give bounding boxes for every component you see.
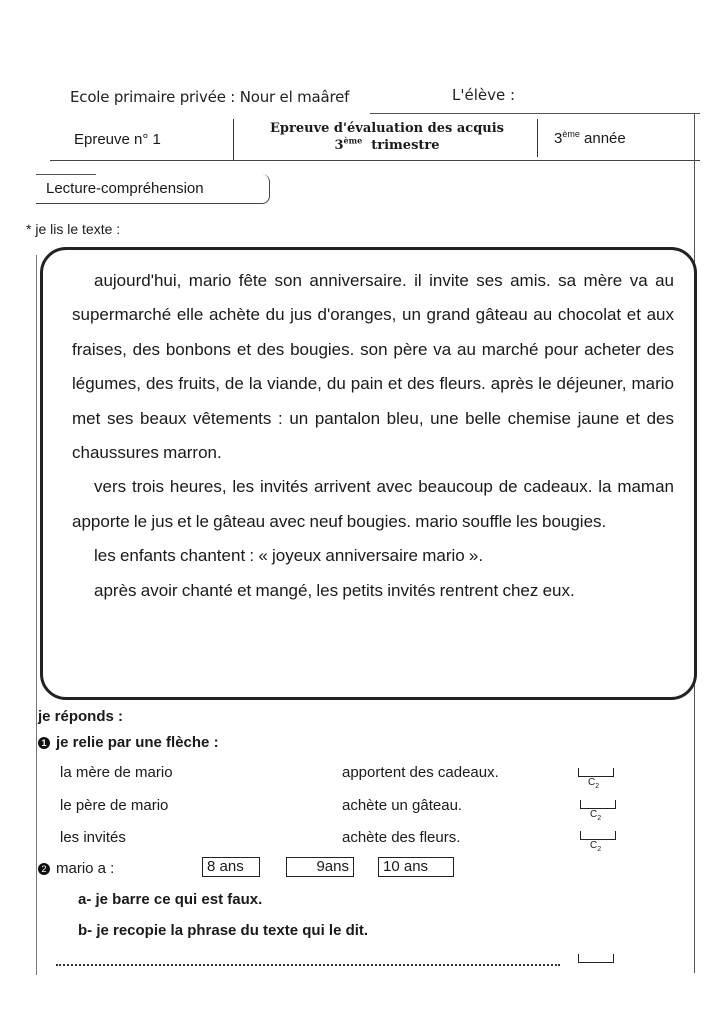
score-box [580, 831, 616, 853]
evaluation-title-line1: Epreuve d'évaluation des acquis [270, 121, 504, 136]
matching-row [60, 829, 560, 849]
section-title: Lecture-compréhension [46, 180, 204, 197]
score-bracket [580, 831, 616, 840]
score-box [578, 954, 614, 976]
text-paragraph: aujourd'hui, mario fête son anniversaire. il invite ses amis. sa mère va au supermarché elle achète du jus d'oranges, un grand gâteau au chocolat et aux fraises, des bonbons et des bougies. son père va au marché pour acheter des légumes, des fruits, de la viande, du pain et des fleurs. après le déjeuner, mario met ses beaux vêtements : un pantalon bleu, une belle chemise jaune et des chaussures marron. [72, 271, 674, 463]
age-option[interactable]: 10 ans [378, 857, 454, 877]
header-divider-vertical [537, 119, 538, 157]
question-2 [38, 860, 114, 877]
year-number: 3 [554, 130, 563, 147]
trimester-number: 3 [334, 138, 344, 153]
score-bracket [578, 768, 614, 777]
exam-number: Epreuve n° 1 [74, 131, 161, 148]
score-bracket [578, 954, 614, 963]
page-border-left [36, 255, 37, 975]
matching-left-item[interactable]: la mère de mario [60, 764, 173, 781]
year-word: année [584, 130, 626, 147]
trimester-word: trimestre [371, 138, 440, 153]
trimester-sup: ème [343, 135, 363, 146]
score-bracket [580, 800, 616, 809]
student-label: L'élève : [452, 86, 516, 104]
answer-line[interactable] [56, 950, 560, 966]
question-2-label: mario a : [56, 860, 115, 877]
matching-row [60, 797, 560, 817]
matching-right-item[interactable]: apportent des cadeaux. [342, 764, 499, 781]
number-badge-icon: 2 [38, 863, 50, 875]
school-name: Ecole primaire privée : Nour el maâref [70, 88, 350, 106]
question-2b: b- je recopie la phrase du texte qui le dit. [78, 922, 369, 939]
question-2a: a- je barre ce qui est faux. [78, 891, 263, 908]
evaluation-title [238, 120, 536, 154]
score-box [580, 800, 616, 822]
matching-row [60, 764, 560, 784]
question-1 [38, 734, 219, 751]
answer-heading: je réponds : [38, 708, 124, 725]
year-sup: ème [562, 129, 580, 139]
reading-instruction: * je lis le texte : [26, 221, 121, 237]
text-paragraph: après avoir chanté et mangé, les petits invités rentrent chez eux. [94, 580, 575, 600]
matching-right-item[interactable]: achète des fleurs. [342, 829, 461, 846]
matching-left-item[interactable]: le père de mario [60, 797, 169, 814]
text-paragraph: les enfants chantent : « joyeux anniversaire mario ». [94, 546, 484, 566]
question-1-label: je relie par une flèche : [56, 734, 219, 751]
score-label: $C_2$ [590, 840, 602, 853]
number-badge-icon: 1 [38, 737, 50, 749]
age-option[interactable]: 8 ans [202, 857, 260, 877]
header-divider [50, 160, 700, 161]
score-box [578, 768, 614, 790]
school-year [554, 130, 626, 147]
score-label: $C_2$ [590, 809, 602, 822]
matching-right-item[interactable]: achète un gâteau. [342, 797, 463, 814]
reading-text [72, 264, 674, 608]
student-name-line[interactable] [370, 113, 700, 114]
matching-left-item[interactable]: les invités [60, 829, 126, 846]
age-option[interactable]: 9ans [286, 857, 354, 877]
text-paragraph: vers trois heures, les invités arrivent avec beaucoup de cadeaux. la maman apporte le jus et le gâteau avec neuf bougies. mario souffle les bougies. [72, 477, 674, 531]
score-label: $C_2$ [588, 777, 600, 790]
header-divider-vertical [233, 119, 234, 160]
trimester-line [238, 137, 536, 154]
